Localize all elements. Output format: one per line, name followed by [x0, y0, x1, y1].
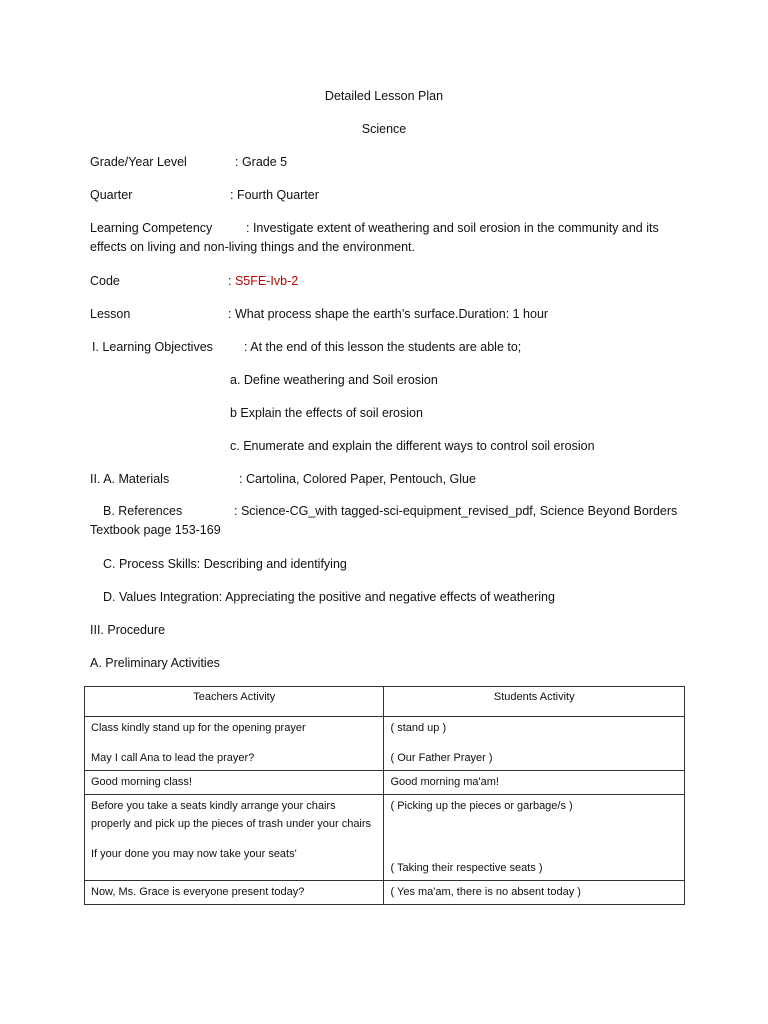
- table-row: [85, 771, 685, 795]
- competency-value-line2: effects on living and non-living things and the environment.: [90, 240, 415, 254]
- student-line: ( Yes ma'am, there is no absent today ): [390, 886, 581, 898]
- code-value: S5FE-Ivb-2: [234, 274, 299, 288]
- table-header-row: [85, 687, 685, 717]
- teacher-line: If your done you may now take your seats': [91, 848, 297, 860]
- subject-title: Science: [361, 122, 407, 136]
- students-activity-header: Students Activity: [384, 687, 685, 717]
- code-colon: :: [228, 274, 235, 288]
- procedure-heading: III. Procedure: [90, 623, 166, 637]
- references-label: B. References: [103, 504, 183, 518]
- student-cell: [384, 717, 685, 771]
- student-line: ( stand up ): [390, 722, 447, 734]
- competency-label: Learning Competency: [90, 221, 213, 235]
- teacher-cell: [85, 717, 384, 771]
- references-value-line1: : Science-CG_with tagged-sci-equipment_revised_pdf, Science Beyond Borders: [234, 504, 678, 518]
- objectives-label: I. Learning Objectives: [92, 340, 213, 354]
- preliminary-heading: A. Preliminary Activities: [90, 656, 220, 670]
- lesson-value: : What process shape the earth’s surface.Duration: 1 hour: [228, 307, 549, 321]
- quarter-label: Quarter: [90, 188, 133, 202]
- teachers-activity-header: Teachers Activity: [85, 687, 384, 717]
- objective-item: c. Enumerate and explain the different ways to control soil erosion: [230, 439, 595, 453]
- table-row: [85, 795, 685, 881]
- teacher-line: Good morning class!: [91, 776, 192, 788]
- quarter-value: : Fourth Quarter: [230, 188, 319, 202]
- code-value-wrapper: [228, 272, 298, 291]
- materials-value: : Cartolina, Colored Paper, Pentouch, Glue: [239, 472, 476, 486]
- student-line: ( Picking up the pieces or garbage/s ): [390, 800, 573, 812]
- values-integration: D. Values Integration: Appreciating the positive and negative effects of weathering: [103, 590, 555, 604]
- document-title: Detailed Lesson Plan: [324, 89, 444, 103]
- student-line: Good morning ma'am!: [390, 776, 499, 788]
- table-row: [85, 717, 685, 771]
- student-line: ( Taking their respective seats ): [390, 862, 543, 874]
- teacher-cell: [85, 795, 384, 881]
- teacher-line: May I call Ana to lead the prayer?: [91, 752, 255, 764]
- objective-item: a. Define weathering and Soil erosion: [230, 373, 438, 387]
- table-row: [85, 881, 685, 905]
- competency-value-line1: : Investigate extent of weathering and soil erosion in the community and its: [246, 221, 659, 235]
- activities-table: [84, 686, 685, 905]
- teacher-line: Now, Ms. Grace is everyone present today?: [91, 886, 305, 898]
- teacher-line: Class kindly stand up for the opening prayer: [91, 722, 306, 734]
- student-cell: [384, 771, 685, 795]
- objective-item: b Explain the effects of soil erosion: [230, 406, 423, 420]
- student-line: ( Our Father Prayer ): [390, 752, 493, 764]
- teacher-cell: [85, 881, 384, 905]
- grade-label: Grade/Year Level: [90, 155, 187, 169]
- code-label: Code: [90, 274, 120, 288]
- references-value-line2: Textbook page 153-169: [90, 523, 221, 537]
- student-cell: [384, 881, 685, 905]
- lesson-label: Lesson: [90, 307, 131, 321]
- teacher-cell: [85, 771, 384, 795]
- objectives-intro: : At the end of this lesson the students are able to;: [244, 340, 522, 354]
- grade-value: : Grade 5: [235, 155, 288, 169]
- teacher-line: Before you take a seats kindly arrange your chairs properly and pick up the pieces of trash under your chairs: [91, 800, 372, 830]
- process-skills: C. Process Skills: Describing and identifying: [103, 557, 347, 571]
- student-cell: [384, 795, 685, 881]
- materials-label: II. A. Materials: [90, 472, 170, 486]
